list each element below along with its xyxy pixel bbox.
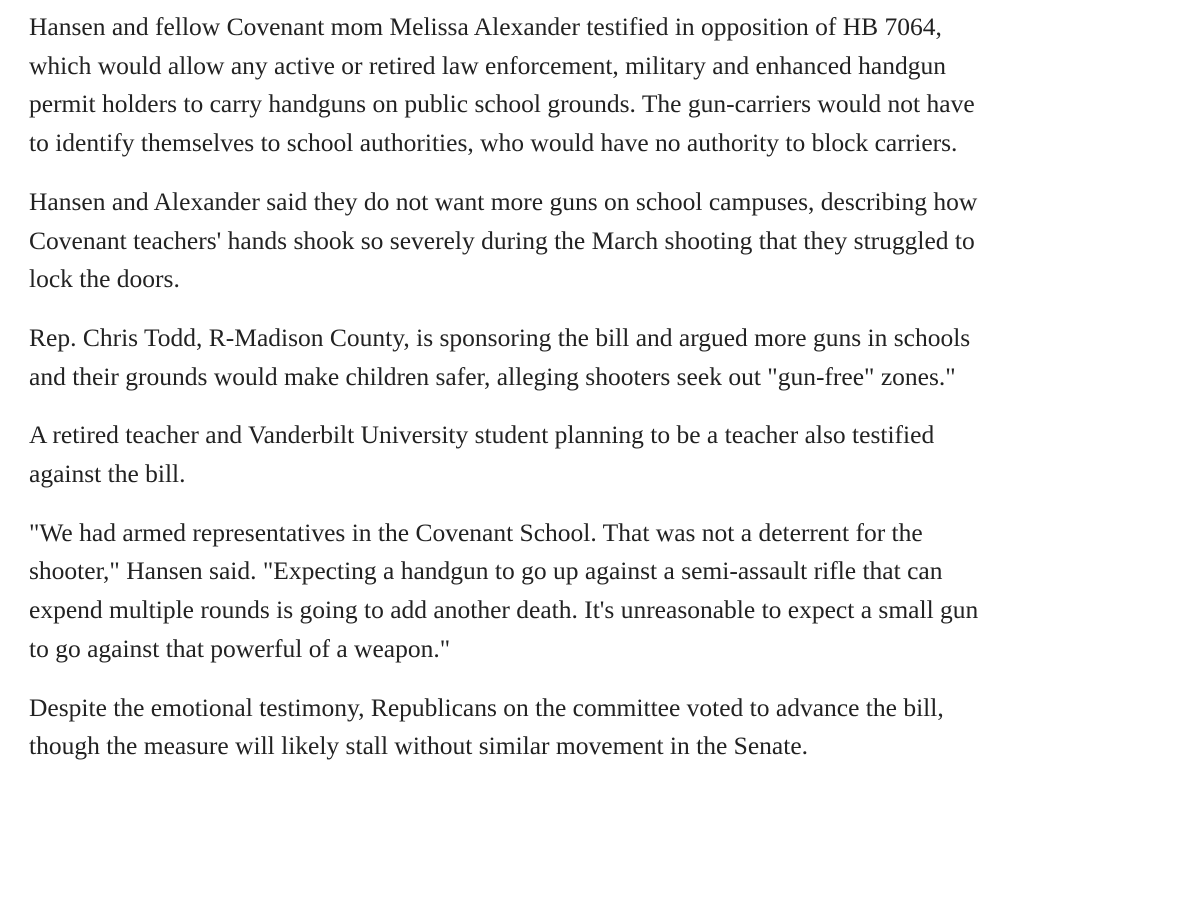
article-paragraph: Despite the emotional testimony, Republicans on the committee voted to advance the bill, though the measure will likely stall without similar movement in the Senate. [29, 692, 944, 761]
article-paragraph: Rep. Chris Todd, R-Madison County, is sponsoring the bill and argued more guns in schools and their grounds would make children safer, alleging shooters seek out "gun-free" zones." [29, 322, 971, 391]
article-paragraph: Hansen and Alexander said they do not want more guns on school campuses, describing how Covenant teachers' hands shook so severely during the March shooting that they struggled to lock the doors. [29, 186, 978, 294]
article-paragraph: A retired teacher and Vanderbilt University student planning to be a teacher also testified against the bill. [29, 420, 935, 489]
article-paragraph: "We had armed representatives in the Covenant School. That was not a deterrent for the shooter," Hansen said. "Expecting a handgun to go up against a semi-assault rifle that can expend multiple rounds is going to add another death. It's unreasonable to expect a small gun to go against that powerful of a weapon." [29, 517, 979, 663]
article-paragraph: Hansen and fellow Covenant mom Melissa Alexander testified in opposition of HB 7064, which would allow any active or retired law enforcement, military and enhanced handgun permit holders to carry handguns on public school grounds. The gun-carriers would not have to identify themselves to school authorities, who would have no authority to block carriers. [29, 12, 975, 158]
article-body [29, 8, 979, 786]
